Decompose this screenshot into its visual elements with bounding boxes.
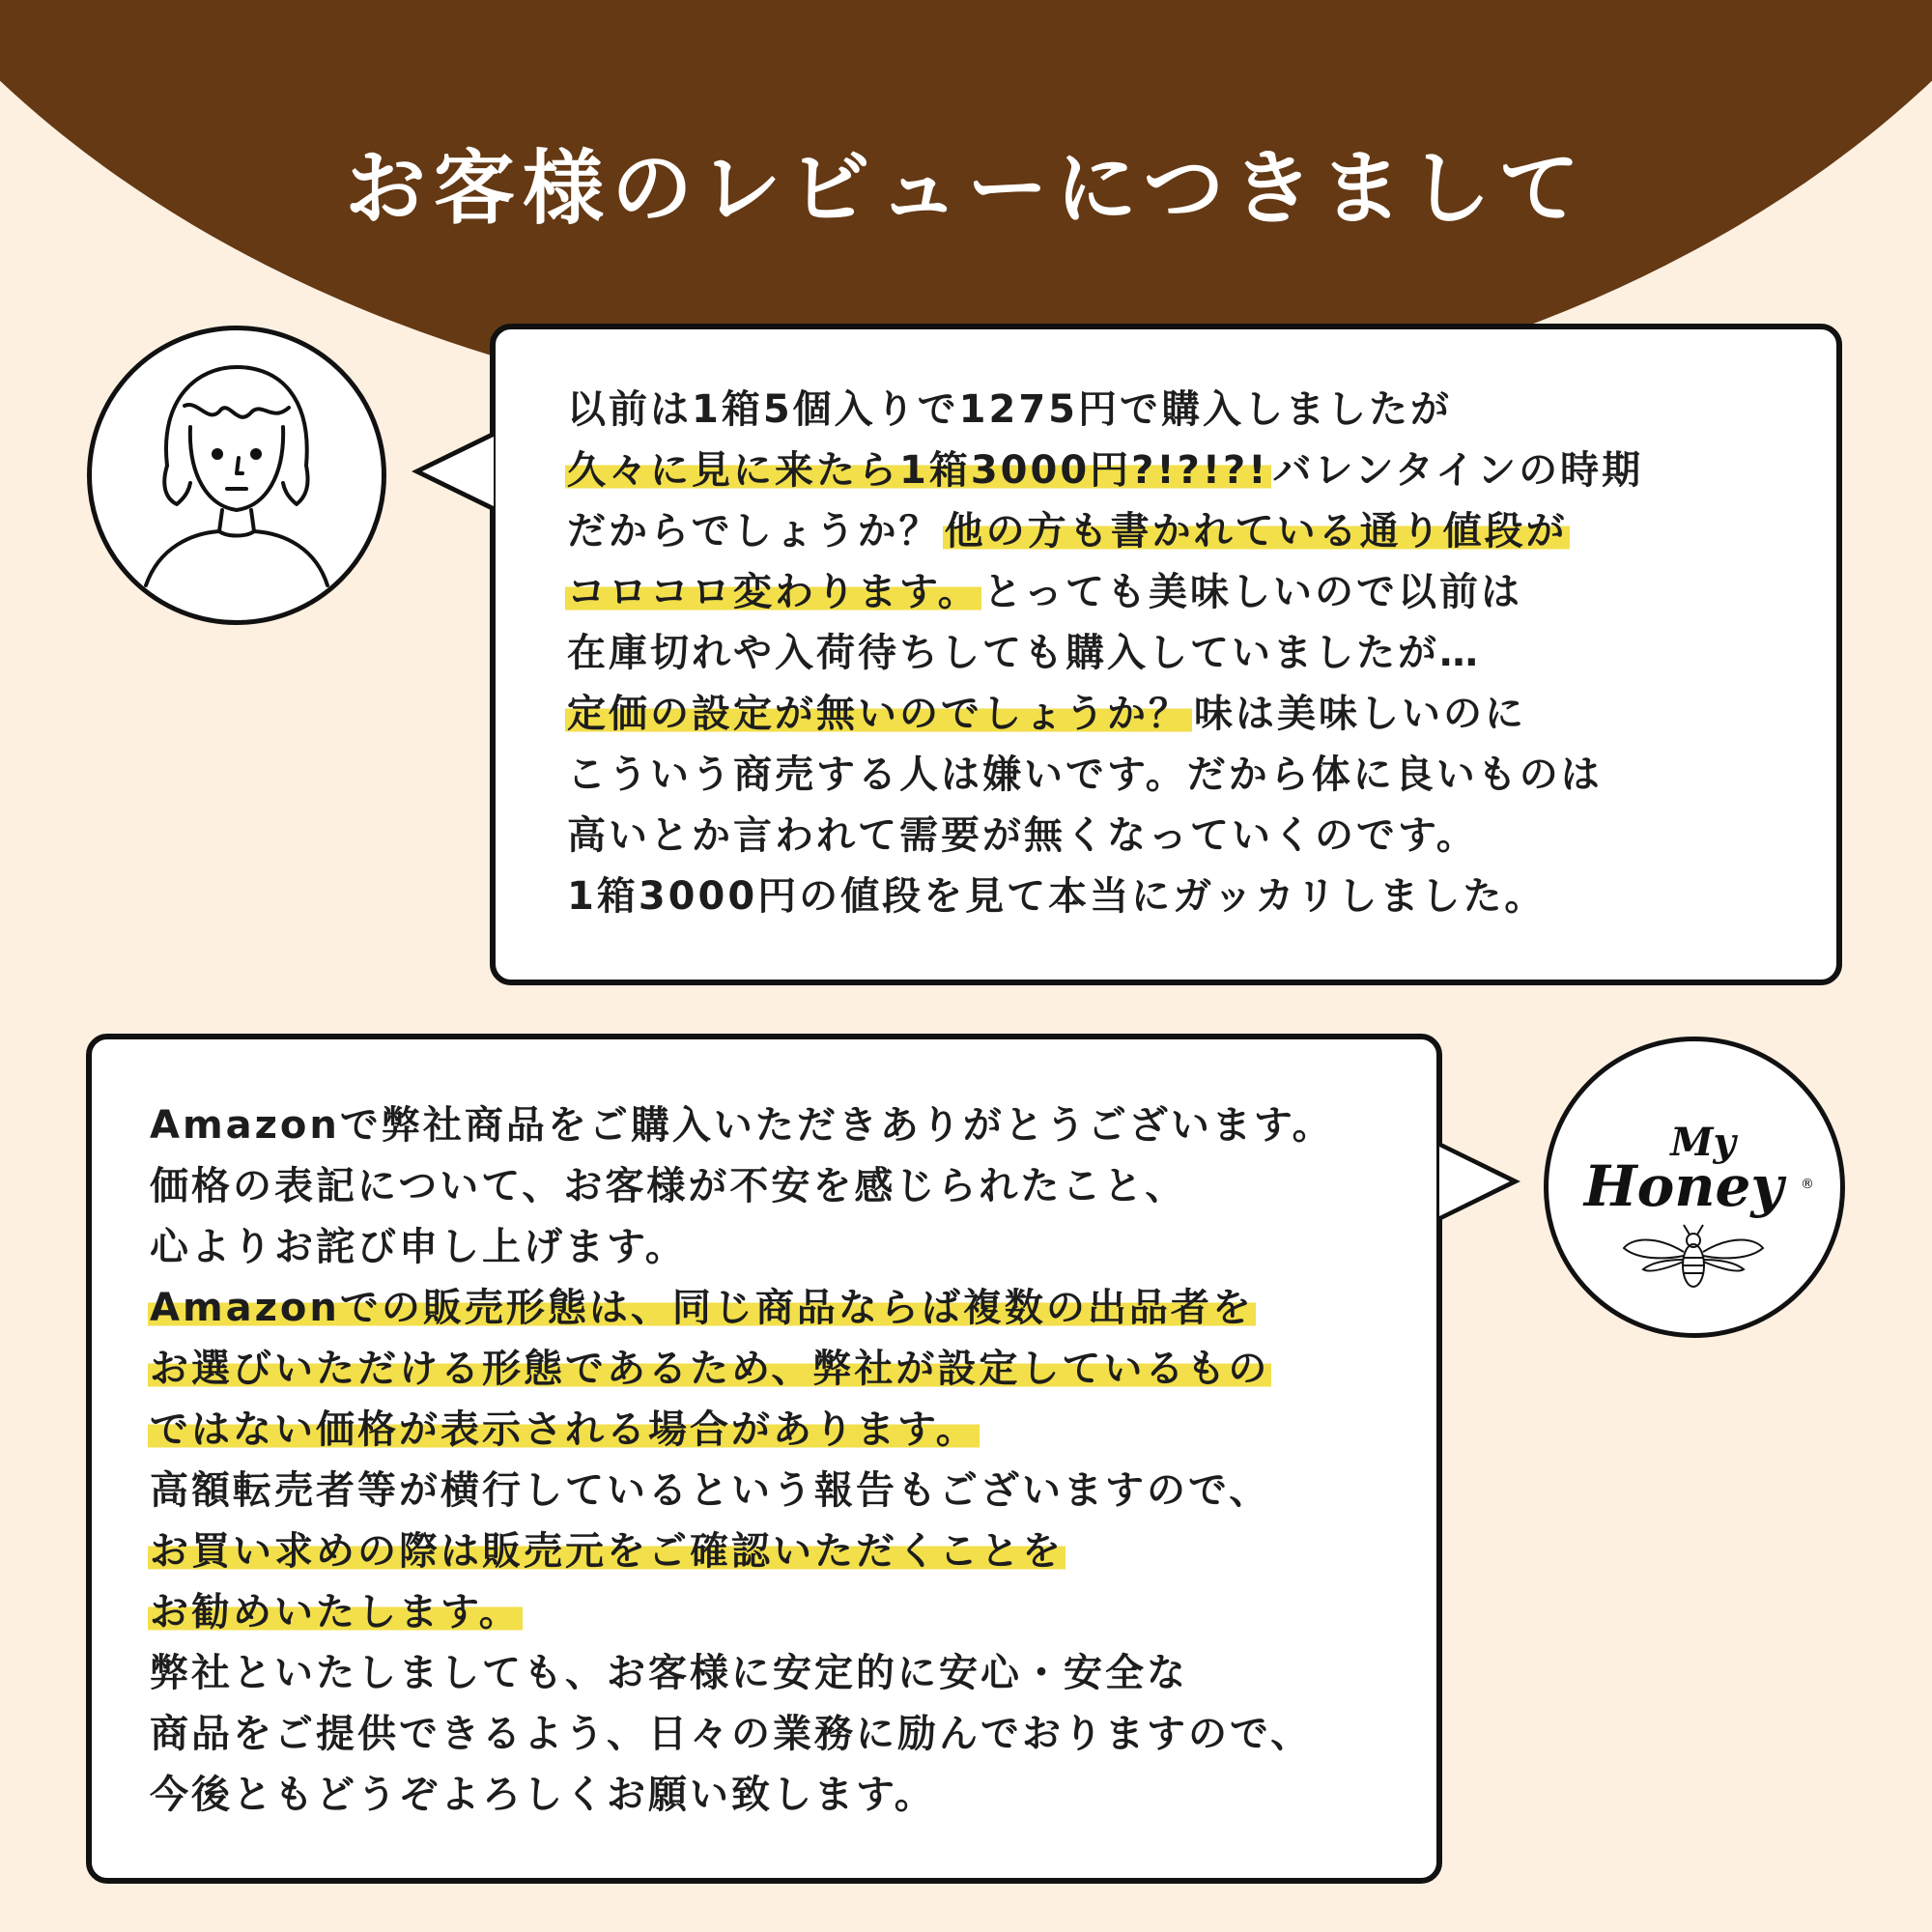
page-title: お客様のレビューにつきまして bbox=[344, 141, 1588, 236]
registered-mark: ® bbox=[1801, 1177, 1814, 1192]
text-segment: 在庫切れや入荷待ちしても購入していましたが… bbox=[567, 631, 1481, 675]
brand-avatar bbox=[1544, 1037, 1845, 1338]
highlighted-text: Amazonでの販売形態は、同じ商品ならば複数の出品者を bbox=[150, 1286, 1254, 1330]
text-segment: だからでしょうか？ bbox=[567, 509, 941, 554]
highlighted-text: ではない価格が表示される場合があります。 bbox=[150, 1407, 978, 1452]
highlighted-text: お買い求めの際は販売元をご確認いただくことを bbox=[150, 1529, 1064, 1574]
text-segment: 価格の表記について、お客様が不安を感じられたこと、 bbox=[150, 1164, 1187, 1208]
highlighted-text: 定価の設定が無いのでしょうか？ bbox=[567, 692, 1190, 736]
text-segment: 高いとか言われて需要が無くなっていくのです。 bbox=[567, 813, 1478, 858]
review-line bbox=[565, 623, 1645, 684]
reply-line bbox=[148, 1765, 1336, 1826]
highlighted-text: お選びいただける形態であるため、弊社が設定しているもの bbox=[150, 1347, 1270, 1391]
reply-line bbox=[148, 1339, 1336, 1400]
text-segment: Amazonで弊社商品をご購入いただきありがとうございます。 bbox=[150, 1103, 1334, 1148]
brand-logo bbox=[1548, 1041, 1840, 1333]
review-line bbox=[565, 380, 1645, 440]
text-segment: とっても美味しいので以前は bbox=[982, 570, 1523, 614]
review-line bbox=[565, 440, 1645, 501]
text-segment: 高額転売者等が横行しているという報告もございますので、 bbox=[150, 1468, 1271, 1513]
highlighted-text: コロコロ変わります。 bbox=[567, 570, 980, 614]
review-bubble-tail-fill bbox=[422, 437, 494, 506]
text-segment: 今後ともどうぞよろしくお願い致します。 bbox=[150, 1773, 936, 1817]
logo-honey: Honey bbox=[1583, 1153, 1784, 1219]
review-text bbox=[565, 380, 1645, 927]
bee-icon bbox=[1624, 1225, 1763, 1287]
reply-bubble-tail-fill bbox=[1439, 1147, 1510, 1216]
text-segment: 味は美味しいのに bbox=[1194, 692, 1526, 736]
reply-line bbox=[148, 1217, 1336, 1278]
reply-line bbox=[148, 1461, 1336, 1521]
text-segment: バレンタインの時期 bbox=[1272, 448, 1644, 493]
text-segment: 弊社といたしましても、お客様に安定的に安心・安全な bbox=[150, 1651, 1188, 1695]
reply-line bbox=[148, 1156, 1336, 1217]
review-line bbox=[565, 501, 1645, 562]
customer-avatar bbox=[87, 326, 386, 625]
reply-line bbox=[148, 1095, 1336, 1156]
reply-text bbox=[148, 1095, 1336, 1826]
highlighted-text: 他の方も書かれている通り値段が bbox=[944, 509, 1568, 554]
reply-line bbox=[148, 1582, 1336, 1643]
logo-my: My bbox=[1670, 1120, 1736, 1165]
review-line bbox=[565, 684, 1645, 745]
highlighted-text: 久々に見に来たら1箱3000円?!?!?! bbox=[567, 448, 1269, 493]
review-line bbox=[565, 562, 1645, 623]
text-segment: こういう商売する人は嫌いです。だから体に良いものは bbox=[567, 753, 1603, 797]
review-line bbox=[565, 745, 1645, 806]
text-segment: 1箱3000円の値段を見て本当にガッカリしました。 bbox=[567, 874, 1547, 919]
text-segment: 商品をご提供できるよう、日々の業務に励んでおりますので、 bbox=[150, 1712, 1313, 1756]
reply-line bbox=[148, 1400, 1336, 1461]
review-line bbox=[565, 867, 1645, 927]
text-segment: 心よりお詫び申し上げます。 bbox=[150, 1225, 687, 1269]
reply-line bbox=[148, 1704, 1336, 1765]
reply-line bbox=[148, 1643, 1336, 1704]
review-line bbox=[565, 806, 1645, 867]
reply-line bbox=[148, 1278, 1336, 1339]
text-segment: 以前は1箱5個入りで1275円で購入しましたが bbox=[567, 387, 1452, 432]
reply-line bbox=[148, 1521, 1336, 1582]
highlighted-text: お勧めいたします。 bbox=[150, 1590, 521, 1634]
woman-illustration-icon bbox=[92, 330, 382, 620]
